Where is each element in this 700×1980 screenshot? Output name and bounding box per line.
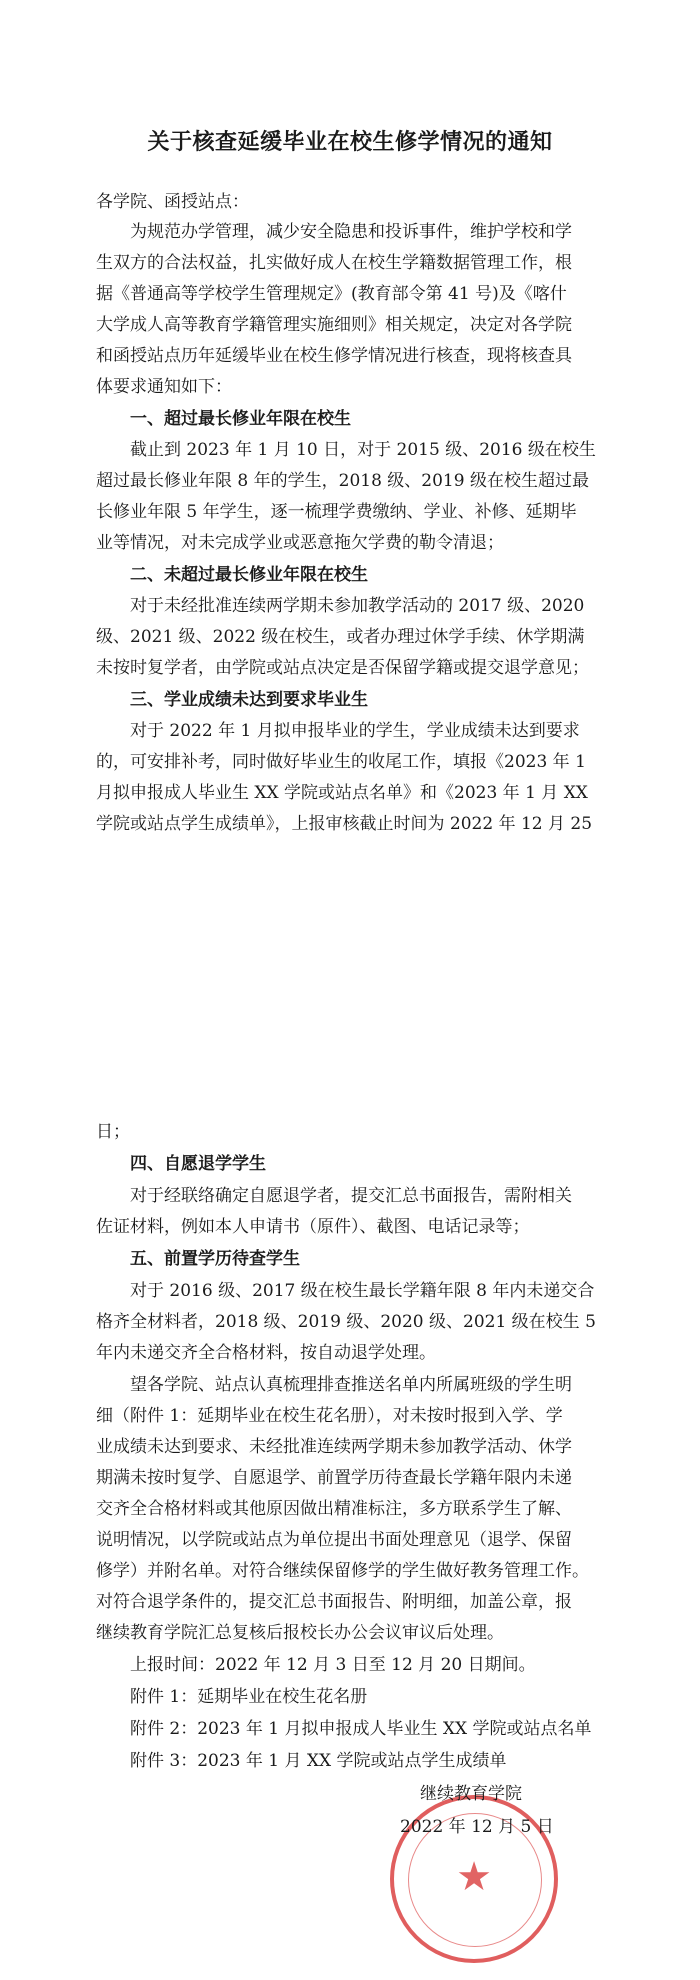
paragraph-line: 修学）并附名单。对符合继续保留修学的学生做好教务管理工作。 bbox=[96, 1561, 589, 1581]
section-heading-5: 五、前置学历待查学生 bbox=[130, 1249, 300, 1269]
paragraph-line: 对符合退学条件的，提交汇总书面报告、附明细，加盖公章，报 bbox=[96, 1592, 572, 1612]
paragraph-line: 对于未经批准连续两学期未参加教学活动的 2017 级、2020 bbox=[130, 596, 585, 616]
paragraph-line: 交齐全合格材料或其他原因做出精准标注，多方联系学生了解、 bbox=[96, 1499, 572, 1519]
attachment-3: 附件 3：2023 年 1 月 XX 学院或站点学生成绩单 bbox=[130, 1751, 507, 1771]
paragraph-line: 级、2021 级、2022 级在校生，或者办理过休学手续、休学期满 bbox=[96, 627, 585, 647]
salutation: 各学院、函授站点： bbox=[96, 192, 249, 212]
paragraph-line: 望各学院、站点认真梳理排查推送名单内所属班级的学生明 bbox=[130, 1375, 572, 1395]
section-heading-3: 三、学业成绩未达到要求毕业生 bbox=[130, 690, 368, 710]
paragraph-line: 长修业年限 5 年学生，逐一梳理学费缴纳、学业、补修、延期毕 bbox=[96, 502, 577, 522]
paragraph-line: 期满未按时复学、自愿退学、前置学历待查最长学籍年限内未递 bbox=[96, 1468, 572, 1488]
section-heading-4: 四、自愿退学学生 bbox=[130, 1154, 266, 1174]
paragraph-line: 年内未递交齐全合格材料，按自动退学处理。 bbox=[96, 1343, 436, 1363]
section-heading-2: 二、未超过最长修业年限在校生 bbox=[130, 565, 368, 585]
paragraph-line: 对于经联络确定自愿退学者，提交汇总书面报告，需附相关 bbox=[130, 1186, 572, 1206]
paragraph-line: 月拟申报成人毕业生 XX 学院或站点名单》和《2023 年 1 月 XX bbox=[96, 783, 588, 803]
paragraph-line: 为规范办学管理，减少安全隐患和投诉事件，维护学校和学 bbox=[130, 222, 572, 242]
paragraph-line: 对于 2016 级、2017 级在校生最长学籍年限 8 年内未递交合 bbox=[130, 1281, 595, 1301]
paragraph-line: 业等情况，对未完成学业或恶意拖欠学费的勒令清退； bbox=[96, 533, 504, 553]
document-title: 关于核查延缓毕业在校生修学情况的通知 bbox=[147, 129, 553, 155]
signature-org: 继续教育学院 bbox=[420, 1784, 522, 1804]
signature-date: 2022 年 12 月 5 日 bbox=[400, 1817, 554, 1837]
report-time: 上报时间：2022 年 12 月 3 日至 12 月 20 日期间。 bbox=[130, 1655, 536, 1675]
paragraph-line: 和函授站点历年延缓毕业在校生修学情况进行核查，现将核查具 bbox=[96, 346, 572, 366]
paragraph-line: 的，可安排补考，同时做好毕业生的收尾工作，填报《2023 年 1 bbox=[96, 752, 586, 772]
paragraph-line: 业成绩未达到要求、未经批准连续两学期未参加教学活动、休学 bbox=[96, 1437, 572, 1457]
paragraph-line: 未按时复学者，由学院或站点决定是否保留学籍或提交退学意见； bbox=[96, 658, 589, 678]
paragraph-line: 截止到 2023 年 1 月 10 日，对于 2015 级、2016 级在校生 bbox=[130, 440, 596, 460]
paragraph-line: 说明情况，以学院或站点为单位提出书面处理意见（退学、保留 bbox=[96, 1530, 572, 1550]
paragraph-line: 生双方的合法权益，扎实做好成人在校生学籍数据管理工作，根 bbox=[96, 253, 572, 273]
paragraph-line: 细（附件 1：延期毕业在校生花名册），对未按时报到入学、学 bbox=[96, 1406, 563, 1426]
paragraph-line: 据《普通高等学校学生管理规定》(教育部令第 41 号)及《喀什 bbox=[96, 284, 567, 304]
paragraph-line: 超过最长修业年限 8 年的学生，2018 级、2019 级在校生超过最 bbox=[96, 471, 589, 491]
section-heading-1: 一、超过最长修业年限在校生 bbox=[130, 409, 351, 429]
attachment-1: 附件 1：延期毕业在校生花名册 bbox=[130, 1687, 368, 1707]
paragraph-line: 对于 2022 年 1 月拟申报毕业的学生，学业成绩未达到要求 bbox=[130, 721, 580, 741]
paragraph-line: 大学成人高等教育学籍管理实施细则》相关规定，决定对各学院 bbox=[96, 315, 572, 335]
paragraph-line: 继续教育学院汇总复核后报校长办公会议审议后处理。 bbox=[96, 1623, 504, 1643]
attachment-2: 附件 2：2023 年 1 月拟申报成人毕业生 XX 学院或站点名单 bbox=[130, 1719, 592, 1739]
seal-star-icon: ★ bbox=[456, 1854, 492, 1900]
paragraph-line: 格齐全材料者，2018 级、2019 级、2020 级、2021 级在校生 5 bbox=[96, 1312, 596, 1332]
paragraph-line: 学院或站点学生成绩单》，上报审核截止时间为 2022 年 12 月 25 bbox=[96, 814, 593, 834]
paragraph-line: 体要求通知如下： bbox=[96, 377, 232, 397]
paragraph-line: 日； bbox=[96, 1122, 130, 1142]
paragraph-line: 佐证材料，例如本人申请书（原件）、截图、电话记录等； bbox=[96, 1217, 530, 1237]
